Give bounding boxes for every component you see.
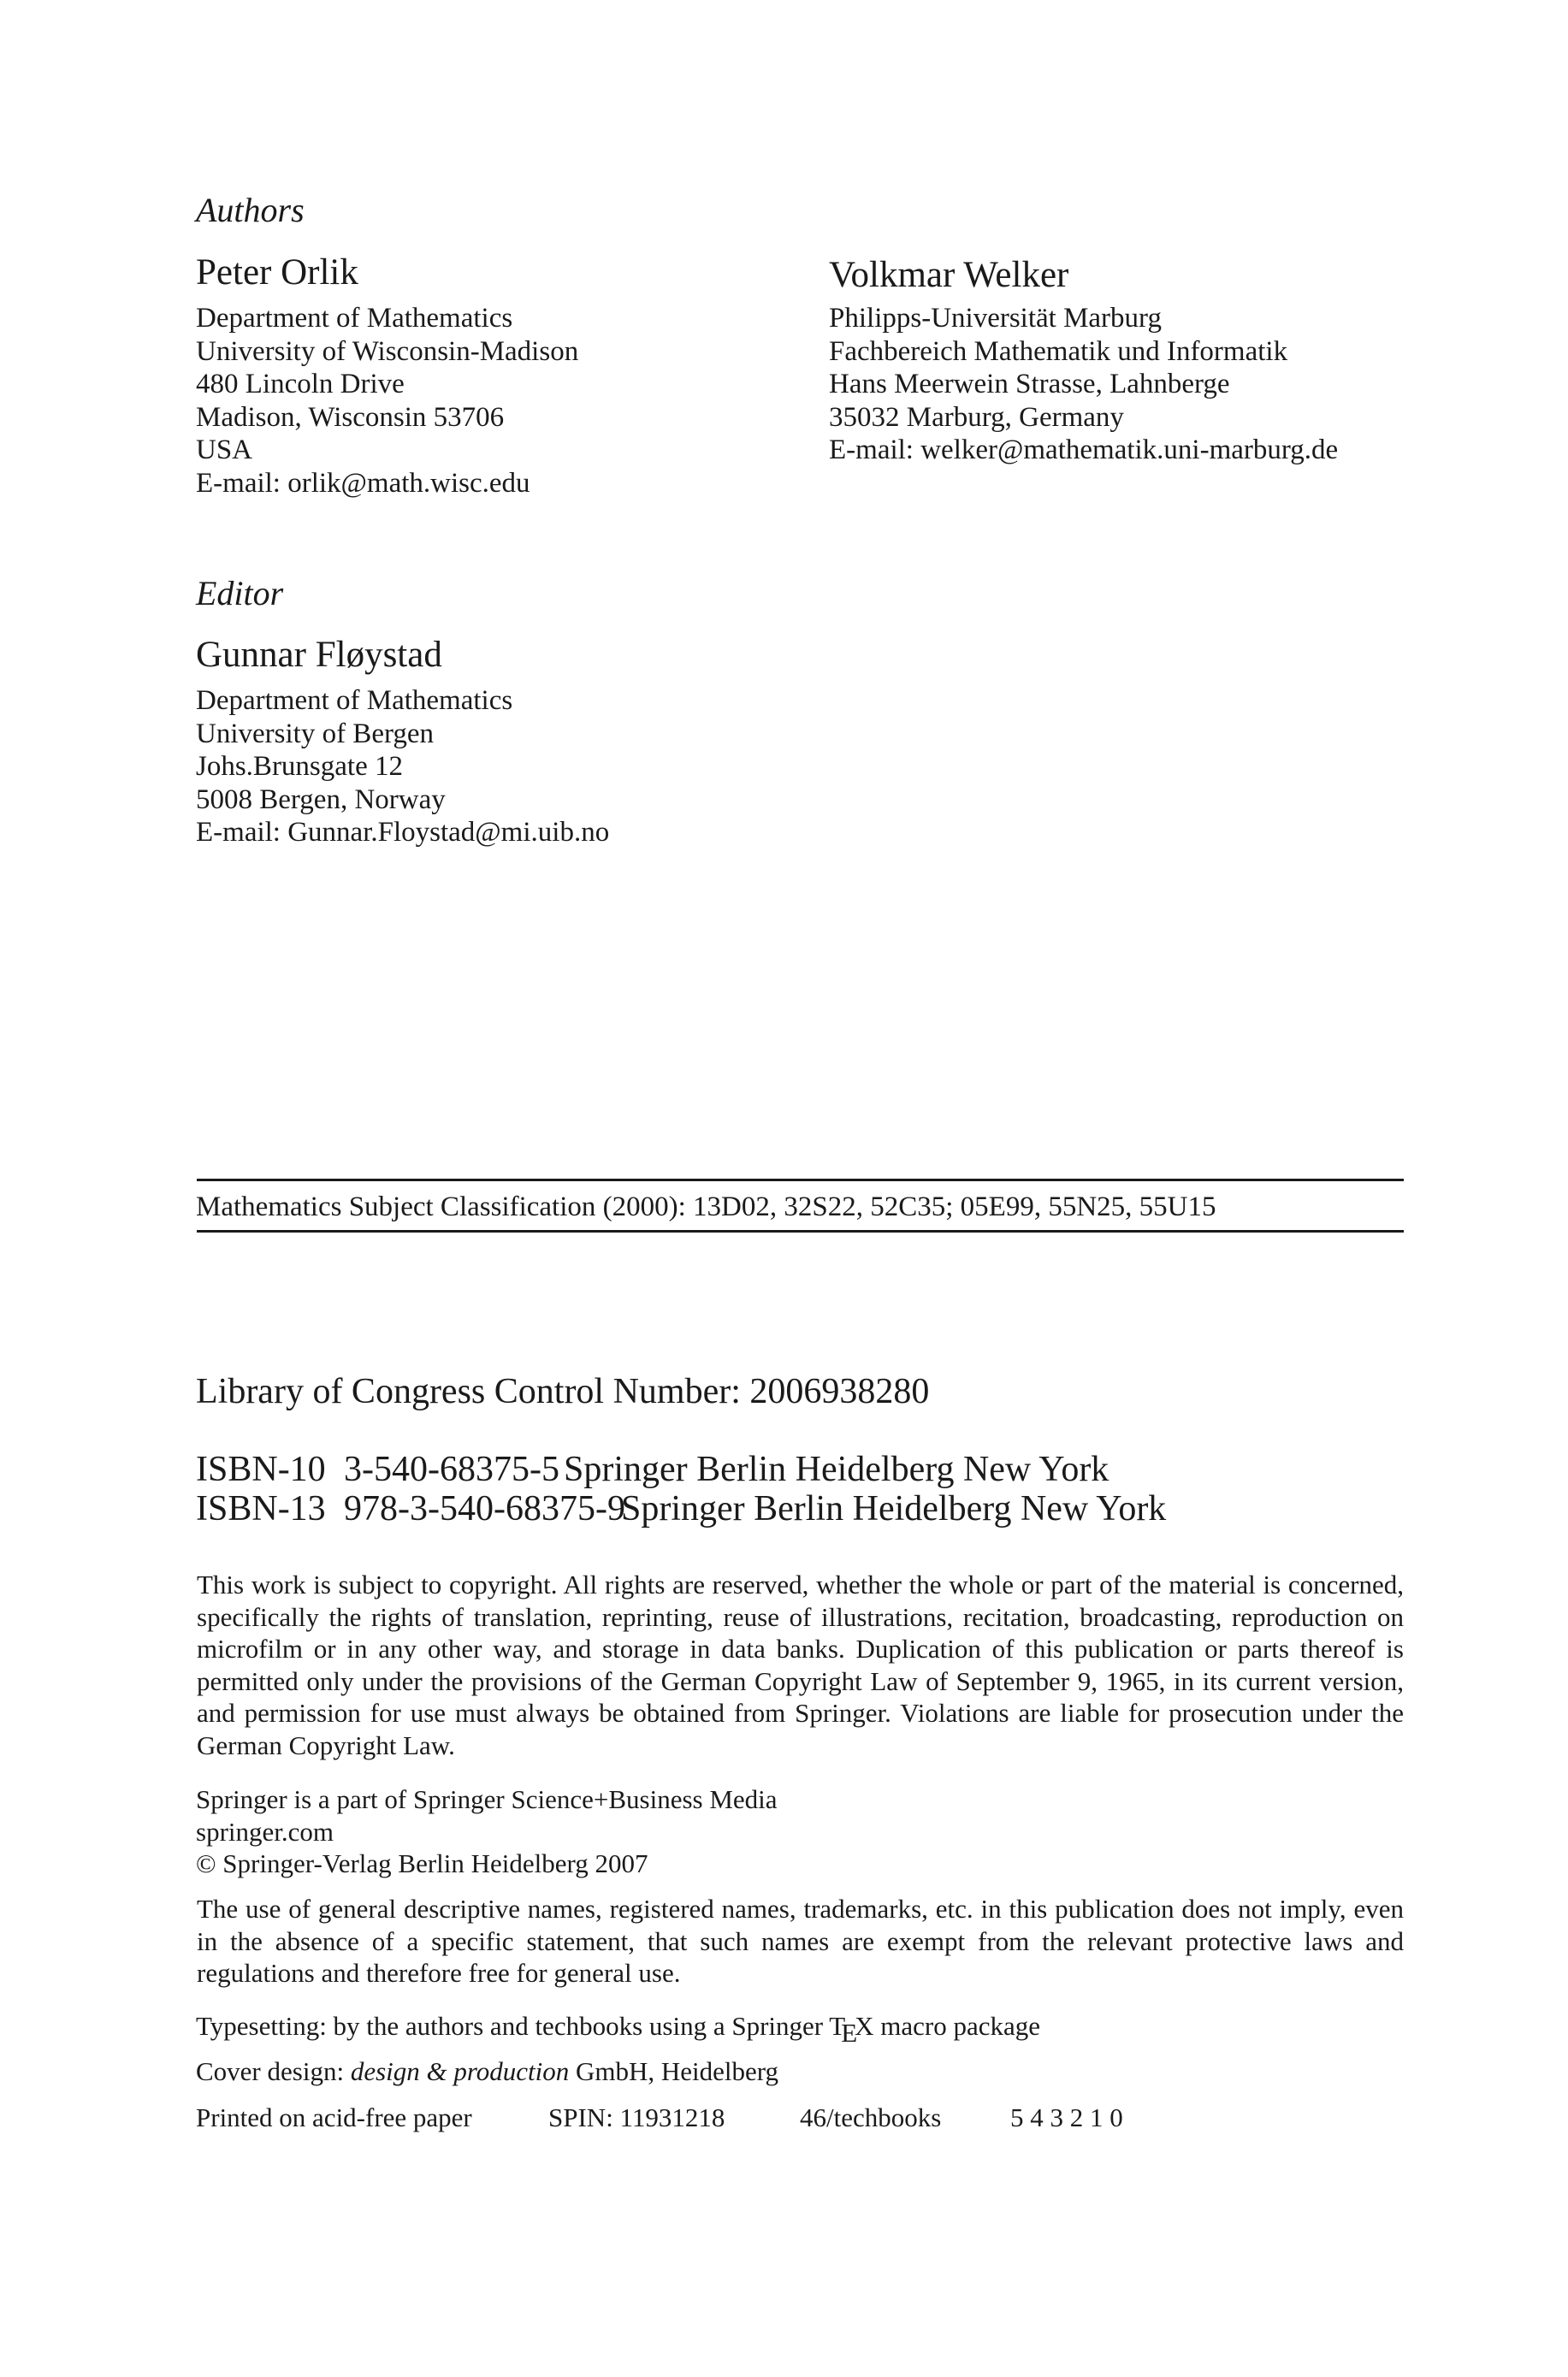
author-address-orlik — [196, 302, 578, 500]
address-line: 480 Lincoln Drive — [196, 369, 405, 399]
print-run-digits: 5 4 3 2 1 0 — [1010, 2102, 1123, 2132]
top-rule — [197, 1179, 1404, 1181]
subject-classification: Mathematics Subject Classification (2000): 13D02, 32S22, 52C35; 05E99, 55N25, 55U15 — [196, 1191, 1216, 1222]
editor-heading: Editor — [196, 574, 284, 612]
copyright-notice-text: This work is subject to copyright. All rights are reserved, whether the whole or part of the material is concerned, specifically the rights of translation, reprinting, reuse of illustrations, recitation, broadcasting, reproduction on microfilm or in any other way, and storage in data banks. Duplication of this publication or parts thereof is permitted only under the provisions of the German Copyright Law of September 9, 1965, in its current version, and permission for use must always be obtained from Springer. Violations are liable for prosecution under the German Copyright Law. — [197, 1570, 1404, 1760]
editor-address — [196, 684, 609, 849]
email-line: E-mail: Gunnar.Floystad@mi.uib.no — [196, 817, 610, 848]
address-line: University of Wisconsin-Madison — [196, 335, 579, 367]
author-name-welker: Volkmar Welker — [829, 255, 1069, 295]
cover-label: Cover design: — [196, 2056, 351, 2086]
names-notice — [197, 1893, 1404, 1990]
typesetting-text: Typesetting: by the authors and techbooks using a Springer — [196, 2011, 830, 2041]
address-line: 35032 Marburg, Germany — [829, 401, 1124, 433]
names-notice-text: The use of general descriptive names, registered names, trademarks, etc. in this publication does not imply, even in the absence of a specific statement, that such names are exempt from the relevant protective laws and regulations and therefore free for general use. — [197, 1894, 1404, 1988]
printer-code: 46/techbooks — [800, 2102, 942, 2132]
publisher-info — [196, 1783, 778, 1880]
authors-heading: Authors — [196, 191, 305, 229]
tex-logo: TEX — [829, 2011, 874, 2048]
printed-paper: Printed on acid-free paper — [196, 2102, 472, 2132]
isbn-number: 978-3-540-68375-9 — [344, 1489, 625, 1528]
editor-name: Gunnar Fløystad — [196, 635, 442, 675]
isbn-13-row — [196, 1488, 1166, 1529]
address-line: University of Bergen — [196, 718, 435, 749]
publisher-website: springer.com — [196, 1816, 334, 1847]
author-address-welker — [829, 302, 1338, 467]
isbn-10-row — [196, 1449, 1109, 1490]
typesetting-text-end: macro package — [873, 2011, 1041, 2041]
address-line: Hans Meerwein Strasse, Lahnberge — [829, 369, 1230, 399]
spin-number: SPIN: 11931218 — [548, 2102, 725, 2132]
cover-rest: GmbH, Heidelberg — [569, 2056, 779, 2086]
copyright-notice — [197, 1569, 1404, 1761]
loc-control-number: Library of Congress Control Number: 2006938280 — [196, 1372, 930, 1411]
address-line: Department of Mathematics — [196, 303, 513, 334]
isbn-label: ISBN-10 — [196, 1450, 326, 1489]
isbn-publisher: Springer Berlin Heidelberg New York — [621, 1489, 1167, 1528]
isbn-label: ISBN-13 — [196, 1489, 326, 1528]
email-line: E-mail: welker@mathematik.uni-marburg.de — [829, 435, 1339, 465]
address-line: Department of Mathematics — [196, 685, 513, 716]
address-line: Fachbereich Mathematik und Informatik — [829, 335, 1288, 367]
typesetting-line — [196, 2011, 1041, 2048]
isbn-publisher: Springer Berlin Heidelberg New York — [564, 1450, 1109, 1489]
isbn-number: 3-540-68375-5 — [344, 1450, 559, 1489]
address-line: 5008 Bergen, Norway — [196, 783, 446, 815]
copyright-line: © Springer-Verlag Berlin Heidelberg 2007 — [196, 1848, 648, 1878]
cover-design-line — [196, 2056, 778, 2087]
publisher-line: Springer is a part of Springer Science+Business Media — [196, 1784, 778, 1814]
cover-designer: design & production — [350, 2056, 570, 2086]
address-line: Johs.Brunsgate 12 — [196, 751, 403, 782]
email-line: E-mail: orlik@math.wisc.edu — [196, 467, 530, 499]
address-line: Madison, Wisconsin 53706 — [196, 401, 505, 433]
author-name-orlik: Peter Orlik — [196, 252, 358, 293]
address-line: USA — [196, 435, 253, 465]
address-line: Philipps-Universität Marburg — [829, 303, 1162, 334]
bottom-rule — [197, 1230, 1404, 1233]
